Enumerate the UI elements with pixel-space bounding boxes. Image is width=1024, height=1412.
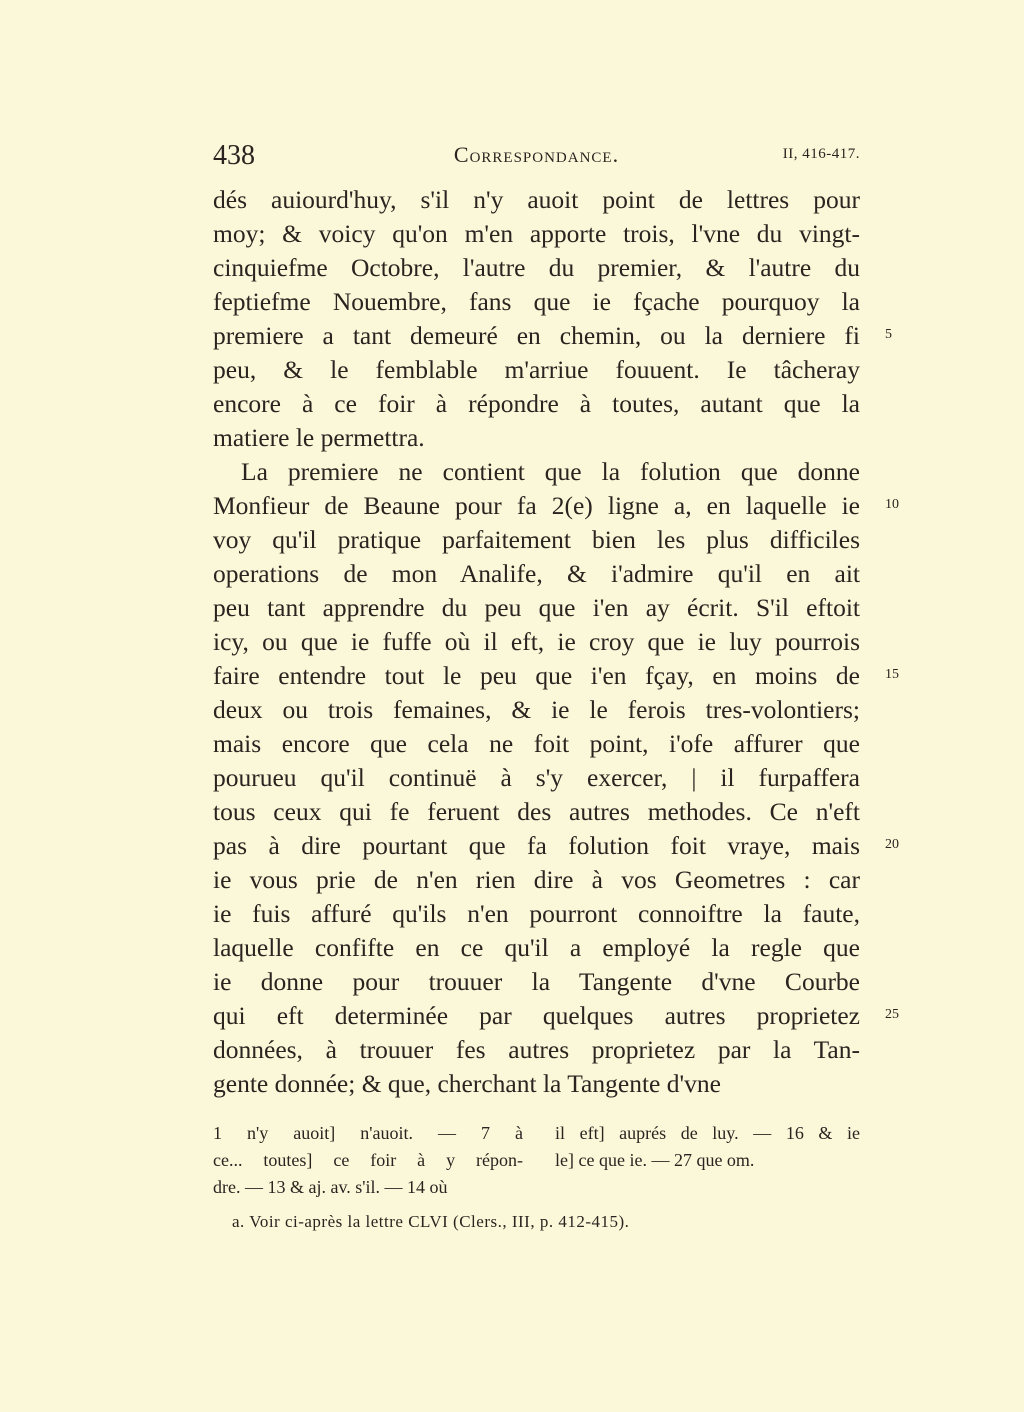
text-line: tous ceux qui fe feruent des autres methodes. Ce n'eft	[213, 797, 860, 826]
text-line: moy; & voicy qu'on m'en apporte trois, l'vne du vingt-	[213, 219, 860, 248]
text-line: peu, & le femblable m'arriue fouuent. Ie tâcheray	[213, 355, 860, 384]
line-number: 5	[885, 327, 892, 342]
line-number: 15	[885, 667, 899, 682]
running-header	[213, 140, 860, 176]
text-line: pourueu qu'il continuë à s'y exercer, | il furpaffera	[213, 763, 860, 792]
text-line: mais encore que cela ne foit point, i'ofe affurer que	[213, 729, 860, 758]
text-line: ie vous prie de n'en rien dire à vos Geometres : car	[213, 865, 860, 894]
body-text	[213, 183, 860, 1101]
variant-line: il eft] auprés de luy. — 16 & ie	[555, 1123, 860, 1143]
text-line: qui eft determinée par quelques autres proprietez	[213, 1001, 860, 1030]
line-number: 25	[885, 1007, 899, 1022]
text-line: encore à ce foir à répondre à toutes, autant que la	[213, 389, 860, 418]
text-line: données, à trouuer fes autres proprietez par la Tan-	[213, 1035, 860, 1064]
text-line: matiere le permettra.	[213, 423, 425, 452]
footnote: a. Voir ci-après la lettre CLVI (Clers., III, p. 412-415).	[232, 1212, 630, 1231]
text-line: operations de mon Analife, & i'admire qu'il en ait	[213, 559, 860, 588]
variant-line: le] ce que ie. — 27 que om.	[555, 1150, 755, 1170]
text-line: voy qu'il pratique parfaitement bien les plus difficiles	[213, 525, 860, 554]
variants-column-left	[213, 1120, 523, 1201]
text-line: La premiere ne contient que la folution que donne	[241, 457, 860, 486]
text-line: feptiefme Nouembre, fans que ie fçache pourquoy la	[213, 287, 860, 316]
page-number: 438	[213, 140, 255, 171]
variant-line: ce... toutes] ce foir à y répon-	[213, 1150, 523, 1170]
text-line: ie fuis affuré qu'ils n'en pourront connoiftre la faute,	[213, 899, 860, 928]
text-line: laquelle confifte en ce qu'il a employé la regle que	[213, 933, 860, 962]
text-line: ie donne pour trouuer la Tangente d'vne Courbe	[213, 967, 860, 996]
text-line: gente donnée; & que, cherchant la Tangente d'vne	[213, 1069, 721, 1098]
text-line: premiere a tant demeuré en chemin, ou la derniere fi	[213, 321, 860, 350]
variant-line: 1 n'y auoit] n'auoit. — 7 à	[213, 1123, 523, 1143]
variant-line: dre. — 13 & aj. av. s'il. — 14 où	[213, 1177, 448, 1197]
running-title: Correspondance.	[453, 142, 620, 167]
text-line: faire entendre tout le peu que i'en fçay, en moins de	[213, 661, 860, 690]
line-number: 10	[885, 497, 899, 512]
text-line: deux ou trois femaines, & ie le ferois tres-volontiers;	[213, 695, 860, 724]
page-reference: II, 416-417.	[782, 146, 860, 162]
text-line: peu tant apprendre du peu que i'en ay écrit. S'il eftoit	[213, 593, 860, 622]
text-line: icy, ou que ie fuffe où il eft, ie croy que ie luy pourrois	[213, 627, 860, 656]
text-line: dés auiourd'huy, s'il n'y auoit point de lettres pour	[213, 185, 860, 214]
text-line: cinquiefme Octobre, l'autre du premier, & l'autre du	[213, 253, 860, 282]
text-line: pas à dire pourtant que fa folution foit vraye, mais	[213, 831, 860, 860]
text-line: Monfieur de Beaune pour fa 2(e) ligne a, en laquelle ie	[213, 491, 860, 520]
line-number: 20	[885, 837, 899, 852]
variants-column-right	[555, 1120, 860, 1174]
